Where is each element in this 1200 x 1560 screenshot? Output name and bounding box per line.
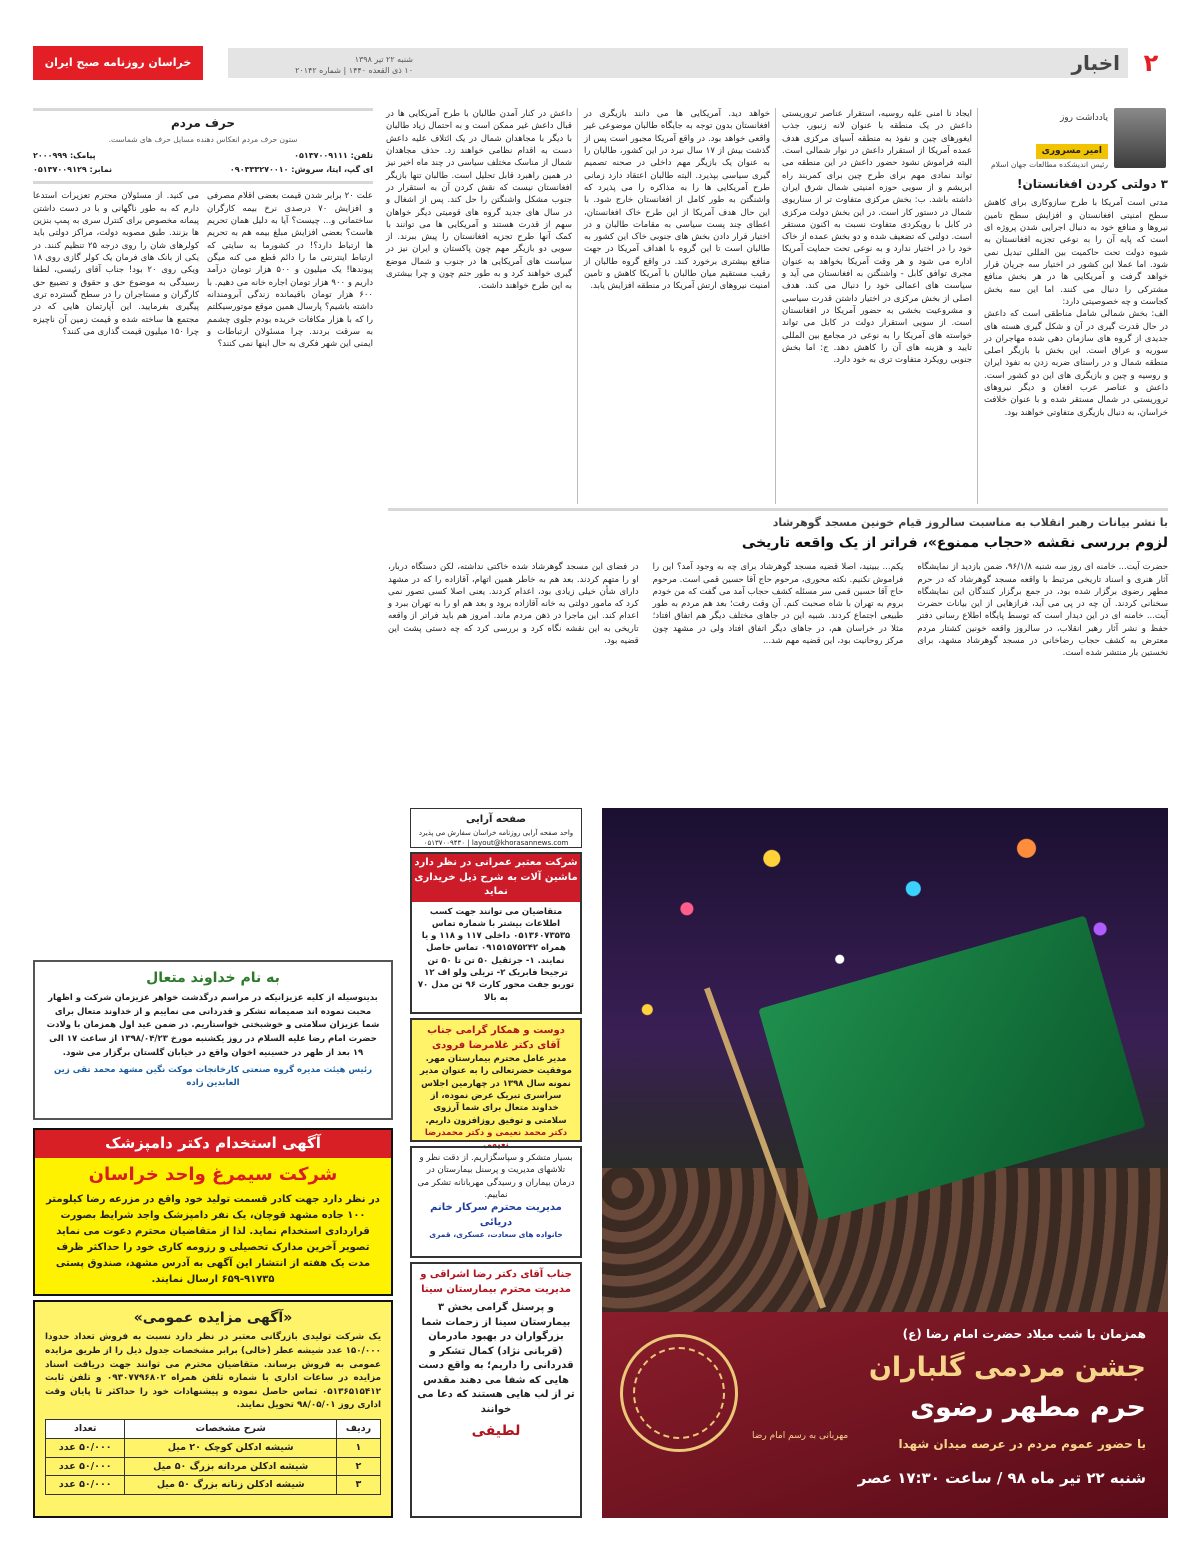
notice-title: به نام خداوند متعال — [146, 970, 280, 986]
thanks-ad-1-body: بسیار متشکر و سپاسگزاریم. از دقت نظر و تلاشهای مدیریت و پرسنل بیمارستان در درمان بیماران و رسیدگی مهربانانه تشکر می نماییم. — [417, 1153, 575, 1200]
author-box — [984, 108, 1168, 172]
layout-ad-header: صفحه آرایی — [465, 814, 527, 825]
notice-sign: رئیس هیئت مدیره گروه صنعتی کارخانجات موکت نگین مشهد محمد تقی زین العابدین زاده — [54, 1065, 372, 1088]
memo-paragraph: خواهد دید. آمریکایی ها می دانند بازیگری در افغانستان بدون توجه به جایگاه طالبان موضوعی غیر واقعی خواهد بود. در واقع آمریکا مجبور است پس از گذشت بیش از ۱۷ سال نبرد در این کشور، طالبان را به عنوان یک بازیگر مهم داخلی در صحنه تصمیم گیری سیاسی بپذیرد. البته طالبان اعتقاد دارد زمانی طرح آمریکایی ها را به مذاکره را می پذیرد که واشنگتن به طور کامل از افغانستان خارج شود. با این حال هدف آمریکا از این طرح خاک افغانستان، اعطای چند پست سیاسی به مقامات طالبان و در اختیار قرار دادن بخش های جنوبی خاک این کشور به طالبان است تا این گروه با اهداف آمریکا در جهت منافع بیشتری برخورد کند. در واقع گروه طالبان از رقیب مستقیم میان طالبان با آمریکا کاهش و تامین امنیت نیروهای ارتش آمریکا در منطقه افزایش یابد. — [584, 109, 770, 292]
memo-title: ۳ دولتی کردن افغانستان! — [1017, 177, 1168, 191]
table-cell: شیشه ادکلن مردانه بزرگ ۵۰ میل — [125, 1457, 336, 1476]
people-title: حرف مردم — [170, 116, 236, 130]
date-line-2: ۱۰ ذی القعده ۱۴۴۰ | شماره ۲۰۱۴۲ — [295, 66, 413, 75]
event-poster — [602, 808, 1168, 1518]
poster-line-1: همزمان با شب میلاد حضرت امام رضا (ع) — [902, 1327, 1146, 1341]
sms-number: پیامک: ۲۰۰۰۹۹۹ — [33, 151, 96, 161]
machinery-ad-body: متقاضیان می توانند جهت کسب اطلاعات بیشتر با شماره تماس ۰۵۱۳۶۰۷۳۵۳۵ داخلی ۱۱۷ و ۱۱۸ و یا همراه ۰۹۱۵۱۵۷۵۲۴۲ تماس حاصل نمایند. ۱- جرثقیل ۵۰ تن تا ۵۰ تن ترجیحا فابریک ۲- تریلی ولو اف ۱۲ توربو جفت محور کارت ۹۶ تن مدل ۷۰ به بالا — [417, 906, 575, 1003]
congrats-ad-sign: دکتر محمد نعیمی و دکتر محمدرضا نعیمی — [424, 1127, 568, 1151]
table-cell: ۵۰/۰۰۰ عدد — [46, 1457, 125, 1476]
story-block — [388, 508, 1168, 804]
table-cell: ۵۰/۰۰۰ عدد — [46, 1476, 125, 1495]
machinery-ad-title: شرکت معتبر عمرانی در نظر دارد ماشین آلات به شرح ذیل خریداری نماید — [412, 854, 580, 902]
story-col-2: یکم... ببینید، اصلا قضیه مسجد گوهرشاد برای چه به وجود آمد؟ این را فراموش نکنیم. نکته محوری، مرحوم حاج آقا حسین قمی است. مرحوم حاج آقا حسین قمی سر مسئله کشف حجاب آمد می گفت که من خودم بروم به تهران با شاه صحبت کنم. آن وقت رفت؛ بعد هم مردم به طور طبیعی اجتماع کردند. شبیه این در جاهای مختلف دیگر هم اتفاق افتاد؛ مثلا در خراسان هم، در جاهای دیگر اتفاق افتاد ولی در مشهد چون مرکز روحانیت بود، این قضیه مهم شد... — [652, 562, 904, 647]
story-headline: لزوم بررسی نقشه «حجاب ممنوع»، فراتر از یک واقعه تاریخی — [741, 534, 1168, 551]
layout-ad-phone: ۰۵۱۳۷۰۰۹۴۳۰ — [423, 838, 466, 847]
congrats-ad — [410, 1018, 582, 1151]
contact-row — [33, 164, 373, 176]
story-col-1: حضرت آیت... خامنه ای روز سه شنبه ۹۶/۱/۸، ضمن بازدید از نمایشگاه آثار هنری و اسناد تاریخی مرتبط با واقعه مسجد گوهرشاد که در حرم مطهر رضوی برگزار شده بود، در جمع برگزار کنندگان این نمایشگاه سخنانی کردند. آن چه در پی می آید، فرازهایی از این بیانات حضرت آیت... خامنه ای در این دیدار است که توسط پایگاه اطلاع رسانی دفتر حفظ و نشر آثار رهبر انقلاب، در سالروز واقعه خونین کشتار مردم معترض به کشف حجاب رضاخانی در مسجد گوهرشاد مشهد، برای نخستین بار منتشر شده است. — [917, 562, 1168, 659]
auction-table-header — [46, 1420, 381, 1439]
poster-line-5: شنبه ۲۲ تیر ماه ۹۸ / ساعت ۱۷:۳۰ عصر — [857, 1469, 1146, 1487]
thanks-ad-1-sign: خانواده های سعادت، عسکری، قمری — [429, 1230, 563, 1240]
table-row — [46, 1457, 381, 1476]
calligraphy-logo-icon — [620, 1334, 738, 1452]
layout-ad-contact: ۰۵۱۳۷۰۰۹۴۳۰ | layout@khorasannews.com — [423, 838, 569, 847]
congrats-ad-body: مدیر عامل محترم بیمارستان مهر. موفقیت حضرتعالی را به عنوان مدیر نمونه سال ۱۳۹۸ در چهارمین اجلاس سراسری تبریک عرض نموده، از خداوند متعال برای شما آرزوی سلامتی و توفیق روزافزون داریم. — [420, 1054, 572, 1126]
date-box — [263, 54, 413, 76]
memo-column — [984, 108, 1168, 504]
table-row — [46, 1476, 381, 1495]
table-row — [46, 1438, 381, 1457]
notice-body: بدینوسیله از کلیه عزیزانیکه در مراسم درگذشت خواهر عزیزمان شرکت و اظهار محبت نموده اند صمیمانه تشکر و قدردانی می نماییم و از خداوند متعال برای شما عزیزان سلامتی و خوشبختی خواستاریم. در ضمن عید اول همزمان با ولادت حضرت امام رضا علیه السلام در روز یکشنبه مورخ ۱۳۹۸/۰۴/۲۳ از ساعت ۱۷ الی ۱۹ بعد از ظهر در حسینیه اخوان واقع در خیابان گلستان برگزار می شود. — [46, 993, 380, 1058]
hiring-body: در نظر دارد جهت کادر قسمت تولید خود واقع در مزرعه رضا کیلومتر ۱۰۰ جاده مشهد قوچان، یک نفر دامپزشک واجد شرایط بصورت قراردادی استخدام نماید. لذا از متقاضیان محترم دعوت می نماید تصویر آخرین مدارک تحصیلی و رزومه کاری خود را حداکثر ظرف مدت یک هفته از انتشار این آگهی به آدرس مشهد، صندوق پستی ۹۱۷۳۵-۶۵۹ ارسال نمایند. — [46, 1193, 380, 1285]
table-cell: شیشه ادکلن زنانه بزرگ ۵۰ میل — [125, 1476, 336, 1495]
author-photo — [1114, 108, 1166, 168]
column-rule — [775, 108, 776, 504]
table-cell: ۱ — [336, 1438, 380, 1457]
author-name: امیر مسروری — [1036, 144, 1108, 159]
thanks-ad-2 — [410, 1262, 582, 1518]
memo-paragraph: داعش در کنار آمدن طالبان با طرح آمریکایی ها در قبال داعش غیر ممکن است و به احتمال زیاد طالبان با دیگر با مجاهدان شمال در یک ائتلاف علیه داعش دست به اقدام نظامی خواهند زد. حذف مجاهدان شمال از مناسک مختلف سیاسی در چند ماه اخیر نیز در همین راهبرد قابل تحلیل است. طالبان تنها بازیگر افغانستان نیست که نقش کردن آن به استقرار در جنوب مشکل واشنگتن را حل کند. پس از اشغال و در سال های جدید گروه های قومیتی دیگر خواهان سهم از قدرت هستند و آمریکایی ها می توانند با کمک آنها طرح تجزیه افغانستان را پیش ببرند. از سویی دو بازیگر مهم چون پاکستان و ایران نیز در سیاست های آمریکایی ها در جنوب و شمال موضع گیری خواهند کرد و به طور حتم چون و چرا بیشتری به این طرح خواهند داشت. — [386, 109, 572, 292]
date-line-1: شنبه ۲۲ تیر ۱۳۹۸ — [354, 55, 413, 64]
memo-paragraph: مدتی است آمریکا با طرح سازوکاری برای کاهش سطح امنیتی افغانستان و افزایش سطح تامین نیروها و منافع خود به دنبال اجرایی شدن پروژه ای است که پایه آن را به نوعی تجزیه افغانستان به شیوه دولت تحت حاکمیت بین المللی تبدیل نمی شود. اما عملا این کشور در اختیار سه جریان قرار خواهد گرفت و آمریکایی ها در هر بخش منافع مشترکی را دنبال می کنند. اما این سه بخش کجاست و چه خصوصیتی دارد: — [984, 198, 1168, 307]
poster-line-2: جشن مردمی گلباران — [868, 1352, 1146, 1383]
hiring-title: آگهی استخدام دکتر دامپزشک — [35, 1130, 391, 1158]
poster-caption — [602, 1312, 1168, 1518]
col-header: ردیف — [336, 1420, 380, 1439]
memo-paragraph: الف: بخش شمالی شامل مناطقی است که داعش در حال قدرت گیری در آن و شکل گیری هسته های جدیدی از گروه های سازمان دهی شده مهاجران در سوریه و عراق است. این بخش با بازیگر اصلی منطقه شمال و در راستای ضربه زدن به نفوذ ایران و روسیه و چین و بازیگری های این دو کشور است. داعش و عناصر عرب افغان و دیگر نیروهای تروریستی در شمال مستقر شده و با عنوان خلافت خراسان، به دنبال بازیگری متفاوتی خواهند بود. — [984, 309, 1168, 418]
layout-ad-title — [416, 813, 576, 828]
section-name: اخبار — [1071, 51, 1120, 75]
poster-line-4: با حضور عموم مردم در عرصه میدان شهدا — [898, 1437, 1146, 1451]
people-col-1: علت ۲۰ برابر شدن قیمت بعضی اقلام مصرفی و افزایش ۷۰ درصدی نرخ بیمه کارگران ساختمانی و... چیست؟ آیا به دلیل همان تحریم هاست؟ بعضی افزایش مبلغ بیمه هم به تحریم ها ارتباط دارد؟! در کشورما به سایتی که ارتباط اینترنتی ما را دائم قطع می کنه میگن پیوندها! یک میلیون و ۵۰۰ هزار تومان درآمد داریم و ۹۰۰ هزار تومان اجاره خانه می دهیم. با ۶۰۰ هزار تومان باقیمانده زندگی آبرومندانه داشته باشیم؟ پارسال همین موقع موتورسیکلتم را که با هزار مکافات خریده بودم جلوی چشمم به سرقت بردند. چرا مسئولان ارتباطات و ایمنی این شهر فکری به حال اینها نمی کنند؟ — [207, 191, 374, 350]
thanks-ad-2-body: و پرسنل گرامی بخش ۳ بیمارستان سینا از زحمات شما بزرگواران در بهبود مادرمان (قربانی نژاد) کمال تشکر و قدردانی را داریم؛ به واقع دست هایی که شفا می دهند مقدس تر از لب هایی هستند که دعا می خوانند — [417, 1302, 575, 1415]
machinery-ad — [410, 852, 582, 1014]
thanks-ad-2-sign: لطیفی — [471, 1423, 521, 1439]
poster-photo — [602, 808, 1168, 1312]
memo-column-2 — [782, 108, 972, 504]
people-subtitle: ستون حرف مردم انعکاس دهنده مسایل حرف های شماست. — [108, 135, 298, 145]
table-cell: ۲ — [336, 1457, 380, 1476]
layout-service-ad — [410, 808, 582, 848]
layout-ad-email: layout@khorasannews.com — [471, 838, 569, 847]
contact-row — [33, 150, 373, 162]
table-cell: ۳ — [336, 1476, 380, 1495]
col-header: شرح مشخصات — [125, 1420, 336, 1439]
poster-line-3: حرم مطهر رضوی — [910, 1392, 1146, 1423]
table-cell: شیشه ادکلن کوچک ۲۰ میل — [125, 1438, 336, 1457]
story-kicker: با نشر بیانات رهبر انقلاب به مناسبت سالروز قیام خونین مسجد گوهرشاد — [772, 516, 1168, 529]
thanks-ad-1-title: مدیریت محترم سرکار خانم دریائی — [430, 1202, 562, 1228]
auction-ad — [33, 1300, 393, 1518]
thanks-notice — [33, 960, 393, 1120]
phone-number: تلفن: ۰۵۱۳۷۰۰۹۱۱۱ — [294, 151, 373, 161]
column-rule — [977, 108, 978, 504]
memo-column-4 — [386, 108, 572, 504]
auction-body: یک شرکت تولیدی بازرگانی معتبر در نظر دارد نسبت به فروش تعداد حدودا ۱۵۰/۰۰۰ عدد شیشه عطر (خالی) برابر مشخصات جدول ذیل را از طریق مزایده عمومی به فروش برساند. متقاضیان محترم می توانند جهت دریافت اسناد مزایده در ساعات اداری با شماره تلفن همراه ۰۹۳۰۷۷۹۶۸۰۲ و تلفن ثابت ۰۵۱۳۶۵۱۵۴۱۲ تماس حاصل نموده و پیشنهادات خود را حداکثر تا پایان وقت اداری روز ۹۸/۰۵/۰۱ تحویل نمایند. — [45, 1332, 381, 1411]
hiring-ad — [33, 1128, 393, 1296]
auction-table — [45, 1419, 381, 1495]
column-rule — [577, 108, 578, 504]
story-text — [388, 561, 1168, 660]
memo-kicker: یادداشت روز — [1059, 113, 1108, 123]
story-col-3: در فضای این مسجد گوهرشاد شده خاکتی نداشته، لکن دستگاه دربار، او را متهم کردند. بعد هم به خاطر همین اتهام، آقازاده را که در مشهد دارای شأن خیلی زیادی بود، اعدام کردند. یعنی اصلا کسی تصور نمی کرد که مامور دولتی به خانه آقازاده برود و بعد هم او را به تهران ببرد و اعدام کند. این ماجرا در ذهن مردم ماند. امروز هم باید فراتر از واقعه تاریخی به این نقشه نگاه کرد و بررسی کرد که چه دستی پشت این قضیه بود. — [387, 562, 639, 647]
page-number: ۲ — [1143, 49, 1159, 77]
col-header: تعداد — [46, 1420, 125, 1439]
hiring-company: شرکت سیمرغ واحد خراسان — [88, 1163, 338, 1185]
thanks-ad-2-title: جناب آقای دکتر رضا اشراقی و مدیریت محترم بیمارستان سینا — [420, 1269, 572, 1295]
thanks-ad-1 — [410, 1146, 582, 1258]
layout-ad-sub: واحد صفحه آرایی روزنامه خراسان سفارش می پذیرد — [418, 828, 574, 837]
memo-column-3 — [584, 108, 770, 504]
page-header — [33, 46, 1168, 80]
auction-title: «آگهی مزایده عمومی» — [133, 1310, 293, 1326]
poster-tag: مهربانی به رسم امام رضا — [752, 1431, 849, 1441]
author-role: رئیس اندیشکده مطالعات جهان اسلام — [990, 160, 1108, 169]
people-text — [33, 190, 373, 350]
brand-logo: خراسان روزنامه صبح ایران — [33, 46, 203, 80]
people-col-2: می کنید. از مسئولان محترم تعزیرات استدعا دارم که به طور ناگهانی و با در دست داشتن پیمانه مخصوص برای کنترل سری به پمپ بنزین ها بزنند. طبق مصوبه دولت، مراکز دولتی باید کولرهای شان را روی درجه ۲۵ تنظیم کنند. در یکی از بانک های فرمان یک کولر گازی روی ۱۸ ویکی روی ۲۰ بود! جناب آقای رئیسی، لطفا رسیدگی به موضوع حق و حقوق و تضییع حق کارگران و مستاجران را در سطح گسترده تری پیگیری بفرمایید. این آپارتمان هایی که در مجتمع ها ساخته شده و قیمت زمین آن ناچیزه چرا ۱۵۰ میلیون قیمت گذاری می کنند؟ — [33, 191, 200, 337]
congrats-ad-title: دوست و همکار گرامی جناب آقای دکتر غلامرضا فرودی — [427, 1025, 565, 1051]
apps-number: ای گپ، ایتا، سروش: ۰۹۰۳۳۳۲۷۰۰۱۰ — [229, 164, 373, 174]
fax-number: نمابر: ۰۵۱۳۷۰۰۹۱۲۹ — [33, 164, 113, 174]
people-column — [33, 108, 373, 944]
memo-paragraph: ایجاد نا امنی علیه روسیه، استقرار عناصر تروریستی داعش در یک منطقه با عنوان لانه زنبور، جذب ایغورهای چین و نفوذ به منطقه آسیای مرکزی هدف عمده آمریکا از استقرار داعش در نوار شمالی است. البته فراموش نشود حضور داعش در این منطقه می تواند نمادی مهم برای طرح چین برای کمربند راه ابریشم و از سویی حوزه امنیتی شمال شرق ایران داشته باشد. ب: بخش مرکزی متفاوت تر از سناریوی شمال در دستور کار است. در این بخش دولت مرکزی در کابل با رویکردی متفاوت نسبت به اکنون مستقر است. دولتی که تضعیف شده و دو بخش عمده از خاک خود را در اختیار ندارد و به نوعی تحت حمایت آمریکا اداره می شود و هر وقت آمریکا بخواهد به عنوان مجری توافق کابل - واشنگتن به افغانستان می آید و سیاست های اعمالی خود را دنبال می کند. هدف اصلی از بخش مرکزی در اختیار داشتن قدرت سیاسی و مشروعیت بخشی به حضور آمریکا در افغانستان است. از سویی استقرار دولت در کابل می تواند خواسته های آمریکا را به نوعی در مجامع بین المللی تایید و هزینه های آن را کاهش دهد. ج: اما بخش جنوبی رویکرد متفاوت تری به خود دارد. — [782, 109, 972, 366]
table-cell: ۵۰/۰۰۰ عدد — [46, 1438, 125, 1457]
divider — [33, 181, 373, 184]
